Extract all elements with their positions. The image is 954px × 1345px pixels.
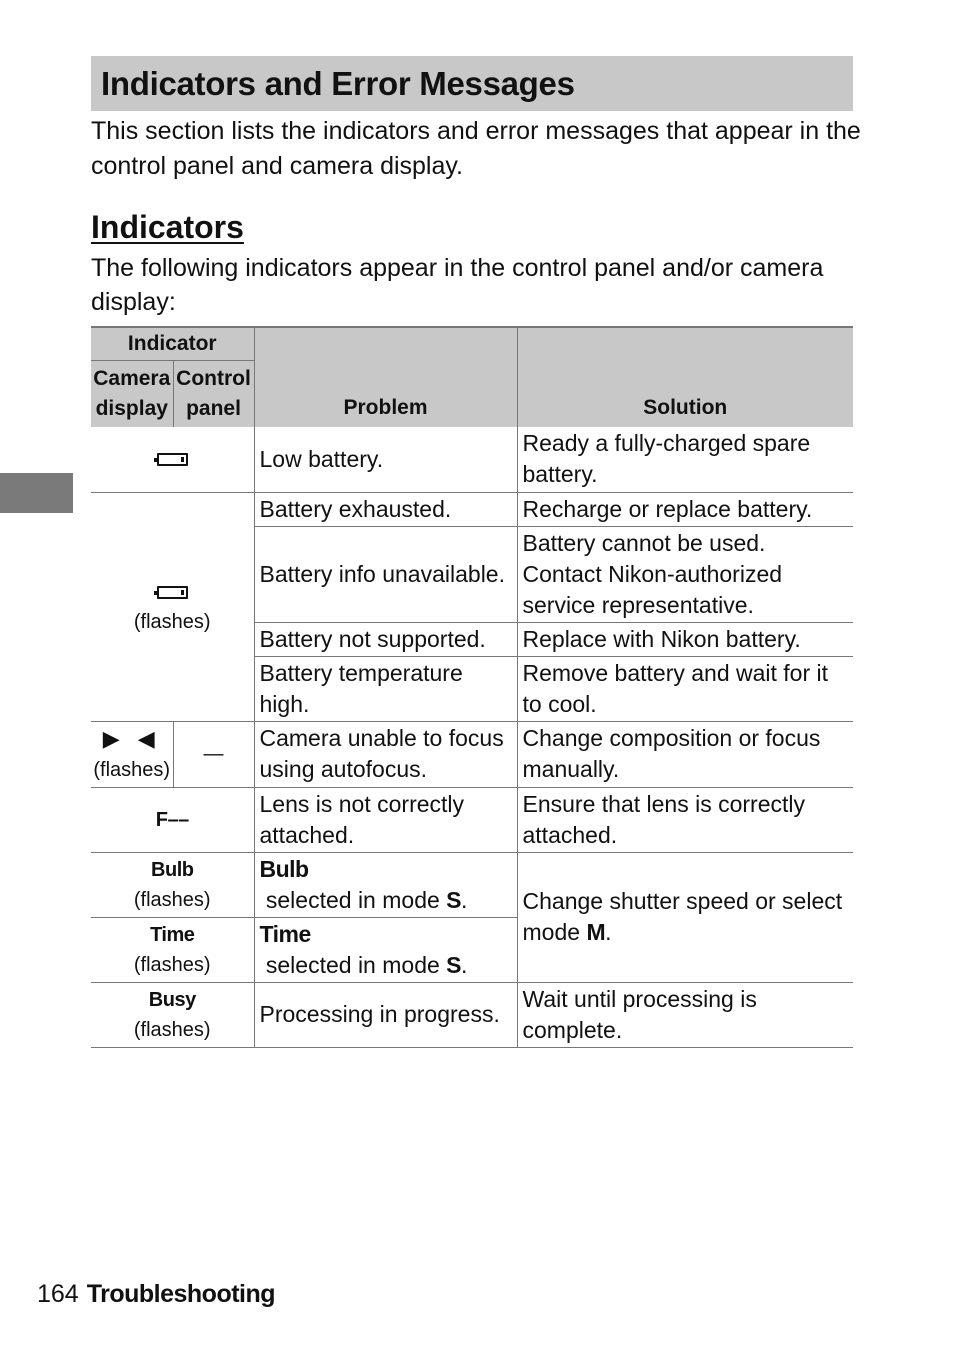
chapter-tab bbox=[0, 473, 73, 513]
period: . bbox=[605, 919, 612, 945]
problem-text: selected in mode bbox=[259, 951, 447, 978]
battery-low-icon bbox=[157, 453, 188, 466]
solution-cell: Wait until processing is complete. bbox=[517, 982, 853, 1047]
header-control-panel: Control panel bbox=[173, 361, 254, 428]
indicator-cell bbox=[91, 917, 254, 982]
time-indicator: Time bbox=[150, 923, 195, 946]
problem-cell: Battery not supported. bbox=[254, 622, 517, 656]
header-solution: Solution bbox=[517, 327, 853, 427]
solution-cell: Replace with Nikon battery. bbox=[517, 622, 853, 656]
problem-cell: Lens is not correctly attached. bbox=[254, 787, 517, 852]
solution-cell bbox=[517, 852, 853, 982]
indicator-cell bbox=[91, 427, 254, 492]
flashes-label: (flashes) bbox=[133, 610, 211, 633]
page-footer bbox=[37, 1278, 275, 1310]
solution-text: Change shutter speed or select mode bbox=[522, 888, 843, 945]
page-number: 164 bbox=[37, 1280, 79, 1308]
battery-low-icon bbox=[157, 586, 188, 599]
busy-indicator: Busy bbox=[148, 988, 196, 1011]
indicators-table bbox=[91, 326, 853, 1048]
mode-letter: S bbox=[446, 951, 462, 978]
indicator-cell bbox=[91, 982, 254, 1047]
indicator-cell bbox=[91, 787, 254, 852]
bulb-term: Bulb bbox=[259, 855, 309, 882]
flashes-label: (flashes) bbox=[133, 1018, 211, 1041]
table-row bbox=[91, 787, 853, 852]
table-row bbox=[91, 492, 853, 526]
flashes-label: (flashes) bbox=[133, 953, 211, 976]
table-row bbox=[91, 427, 853, 492]
lens-indicator: F–– bbox=[155, 808, 189, 831]
solution-cell: Ready a fully-charged spare battery. bbox=[517, 427, 853, 492]
flashes-label: (flashes) bbox=[93, 758, 171, 781]
table-row bbox=[91, 852, 853, 917]
flashes-label: (flashes) bbox=[133, 888, 211, 911]
solution-cell: Ensure that lens is correctly attached. bbox=[517, 787, 853, 852]
mode-letter: M bbox=[586, 919, 606, 945]
footer-section-title: Troubleshooting bbox=[86, 1280, 276, 1308]
period: . bbox=[461, 951, 468, 978]
intro-paragraph: This section lists the indicators and error messages that appear in the control panel and camera display. bbox=[91, 117, 861, 180]
table-header-row bbox=[91, 327, 853, 361]
solution-cell: Remove battery and wait for it to cool. bbox=[517, 656, 853, 721]
problem-cell bbox=[254, 852, 517, 917]
indicator-cell bbox=[91, 852, 254, 917]
solution-cell: Recharge or replace battery. bbox=[517, 492, 853, 526]
problem-cell: Battery info unavailable. bbox=[254, 526, 517, 622]
problem-cell: Battery exhausted. bbox=[254, 492, 517, 526]
indicator-cell bbox=[91, 492, 254, 721]
problem-cell: Camera unable to focus using autofocus. bbox=[254, 721, 517, 787]
problem-text: selected in mode bbox=[259, 886, 447, 913]
focus-arrows-icon: ▶ ◀ bbox=[102, 725, 161, 751]
table-row bbox=[91, 721, 853, 787]
problem-cell bbox=[254, 917, 517, 982]
indicator-cell bbox=[91, 721, 173, 787]
header-camera-display: Camera display bbox=[91, 361, 173, 428]
mode-letter: S bbox=[446, 886, 462, 913]
header-indicator: Indicator bbox=[91, 327, 254, 361]
time-term: Time bbox=[259, 920, 311, 947]
problem-cell: Processing in progress. bbox=[254, 982, 517, 1047]
solution-cell: Change composition or focus manually. bbox=[517, 721, 853, 787]
problem-cell: Low battery. bbox=[254, 427, 517, 492]
problem-cell: Battery temperature high. bbox=[254, 656, 517, 721]
header-problem: Problem bbox=[254, 327, 517, 427]
bulb-indicator: Bulb bbox=[151, 858, 194, 881]
table-row bbox=[91, 982, 853, 1047]
section-heading: Indicators bbox=[91, 209, 244, 245]
control-panel-cell: — bbox=[173, 721, 254, 787]
section-title-bar bbox=[91, 56, 853, 111]
section-intro: The following indicators appear in the control panel and/or camera display: bbox=[91, 254, 824, 316]
solution-cell: Battery cannot be used. Contact Nikon-authorized service representative. bbox=[517, 526, 853, 622]
period: . bbox=[461, 886, 468, 913]
page-title: Indicators and Error Messages bbox=[101, 64, 575, 102]
